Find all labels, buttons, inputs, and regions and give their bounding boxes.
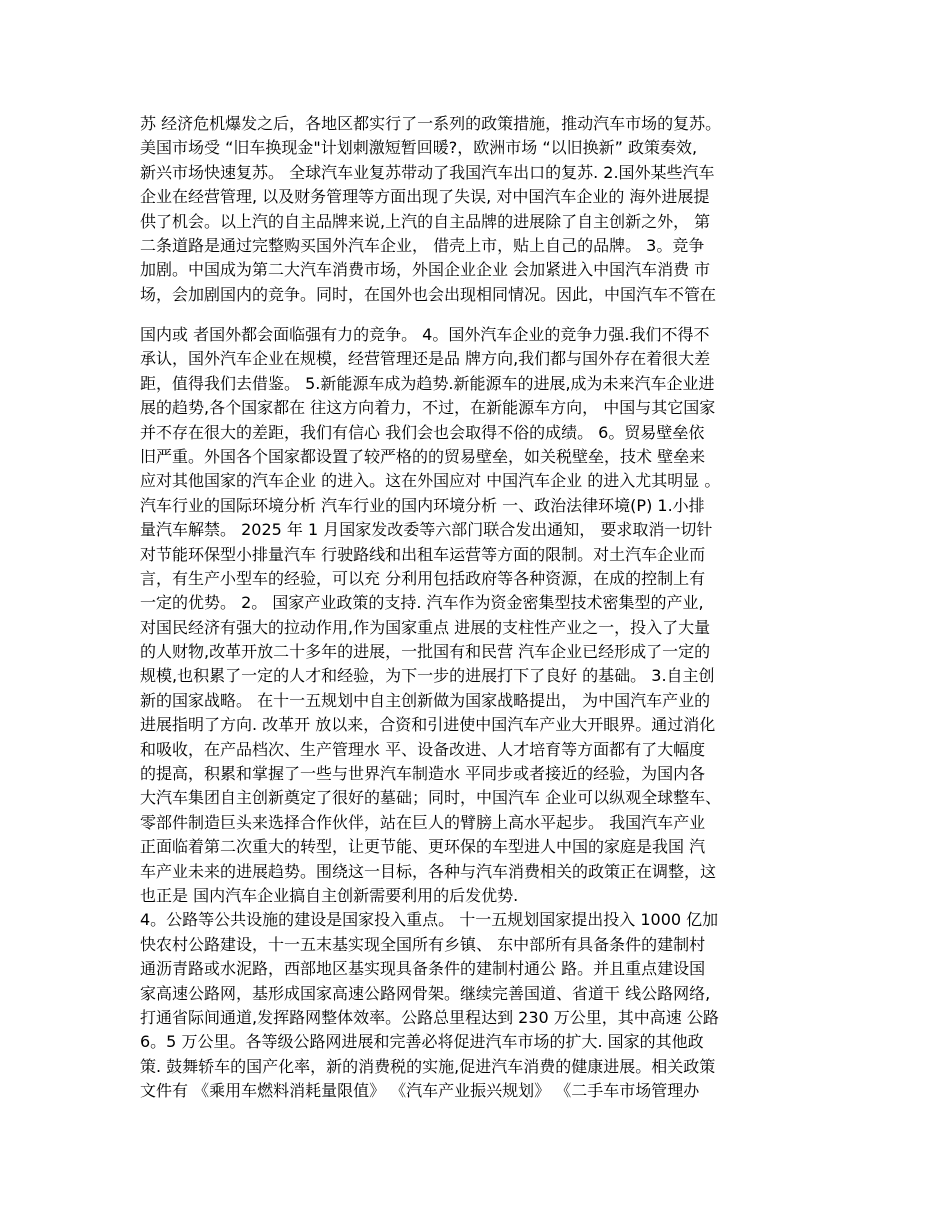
- text-line: 加剧。中国成为第二大汽车消费市场，外国企业企业 会加紧进入中国汽车消费 市: [140, 260, 711, 280]
- text-line: 正面临着第二次重大的转型，让更节能、更环保的车型进人中国的家庭是我国 汽: [140, 837, 706, 857]
- text-line: 文件有 《乘用车燃料消耗量限值》 《汽车产业振兴规划》 《二手车市场管理办: [140, 1081, 700, 1101]
- text-line: 通沥青路或水泥路，西部地区基实现具备条件的建制村通公 路。并且重点建设国: [140, 959, 706, 979]
- text-line: 的人财物,改革开放二十多年的进展，一批国有和民营 汽车企业已经形成了一定的: [140, 642, 711, 662]
- text-line: 量汽车解禁。 2025 年 1 月国家发改委等六部门联合发出通知， 要求取消一切针: [140, 520, 713, 540]
- text-line: 的提高，积累和掌握了一些与世界汽车制造水 平同步或者接近的经验，为国内各: [140, 764, 706, 784]
- text-line: 4。公路等公共设施的建设是国家投入重点。 十一五规划国家提出投入 1000 亿加: [140, 910, 719, 930]
- text-line: 6。5 万公里。各等级公路网进展和完善必将促进汽车市场的扩大. 国家的其他政: [140, 1032, 704, 1052]
- text-line: 也正是 国内汽车企业搞自主创新需要利用的后发优势.: [140, 885, 519, 905]
- text-line: 应对其他国家的汽车企业 的进入。这在外国应对 中国汽车企业 的进入尤其明显 。: [140, 471, 721, 491]
- text-line: 汽车行业的国际环境分析 汽车行业的国内环境分析 一、政治法律环境(P) 1.小排: [140, 495, 705, 515]
- text-line: 并不存在很大的差距，我们有信心 我们会也会取得不俗的成绩。 6。贸易壁垒依: [140, 422, 705, 442]
- text-line: 打通省际间通道,发挥路网整体效率。公路总里程达到 230 万公里，其中高速 公路: [140, 1007, 719, 1027]
- text-line: 快农村公路建设，十一五末基实现全国所有乡镇、 东中部所有具备条件的建制村: [140, 934, 706, 954]
- body-text-section-2: [140, 323, 812, 1104]
- text-line: 大汽车集团自主创新奠定了很好的墓础；同时，中国汽车 企业可以纵观全球整车、: [140, 788, 722, 808]
- text-line: 进展指明了方向. 改革开 放以来，合资和引进使中国汽车产业大开眼界。通过消化: [140, 715, 716, 735]
- text-line: 展的趋势,各个国家都在 往这方向着力，不过，在新能源车方向， 中国与其它国家: [140, 398, 716, 418]
- text-line: 车产业未来的进展趋势。围绕这一目标，各种与汽车消费相关的政策正在调整，这: [140, 861, 717, 881]
- body-text-section-1: [140, 112, 812, 307]
- text-line: 供了机会。以上汽的自主品牌来说,上汽的自主品牌的进展除了自主创新之外， 第: [140, 211, 711, 231]
- text-line: 苏 经济危机爆发之后，各地区都实行了一系列的政策措施，推动汽车市场的复苏。: [140, 114, 722, 133]
- text-line: 美国市场受 “旧车换现金"计划刺激短暂回暖?，欧洲市场 “以旧换新” 政策奏效,: [140, 138, 698, 158]
- text-line: 和吸收，在产品档次、生产管理水 平、设备改进、人才培育等方面都有了大幅度: [140, 739, 706, 759]
- text-line: 对节能环保型小排量汽车 行驶路线和出租车运营等方面的限制。对土汽车企业而: [140, 544, 706, 564]
- text-line: 场，会加剧国内的竞争。同时，在国外也会出现相同情况。因此，中国汽车不管在: [140, 284, 717, 304]
- text-line: 二条道路是通过完整购买国外汽车企业， 借壳上市，贴上自己的品牌。 3。竞争: [140, 235, 705, 255]
- text-line: 距，值得我们去借鉴。 5.新能源车成为趋势.新能源车的进展,成为未来汽车企业进: [140, 373, 715, 393]
- text-line: 新的国家战略。 在十一五规划中自主创新做为国家战略提出， 为中国汽车产业的: [140, 690, 711, 710]
- text-line: 新兴市场快速复苏。 全球汽车业复苏带动了我国汽车出口的复苏. 2.国外某些汽车: [140, 162, 715, 182]
- text-line: 对国民经济有强大的拉动作用,作为国家重点 进展的支柱性产业之一，投入了大量: [140, 617, 711, 637]
- text-line: 一定的优势。 2。 国家产业政策的支持. 汽车作为资金密集型技术密集型的产业,: [140, 593, 704, 613]
- text-line: 国内或 者国外都会面临强有力的竞争。 4。国外汽车企业的竞争力强.我们不得不: [140, 325, 710, 344]
- text-line: 承认，国外汽车企业在规模，经营管理还是品 牌方向,我们都与国外存在着很大差: [140, 349, 711, 369]
- text-line: 言，有生产小型车的经验，可以充 分利用包括政府等各种资源，在成的控制上有: [140, 568, 706, 588]
- text-line: 规模,也积累了一定的人才和经验，为下一步的进展打下了良好 的基础。 3.自主创: [140, 666, 715, 686]
- text-line: 家高速公路网，基形成国家高速公路网骨架。继续完善国道、省道干 线公路网络,: [140, 983, 711, 1003]
- text-line: 零部件制造巨头来选择合作伙伴，站在巨人的臂膀上高水平起步。 我国汽车产业: [140, 812, 706, 832]
- text-line: 旧严重。外国各个国家都设置了较严格的的贸易壁垒，如关税壁垒，技术 壁垒来: [140, 446, 706, 466]
- text-line: 企业在经营管理, 以及财务管理等方面出现了失误, 对中国汽车企业的 海外进展提: [140, 187, 710, 207]
- text-line: 策. 鼓舞轿车的国产化率，新的消费税的实施,促进汽车消费的健康进展。相关政策: [140, 1056, 716, 1076]
